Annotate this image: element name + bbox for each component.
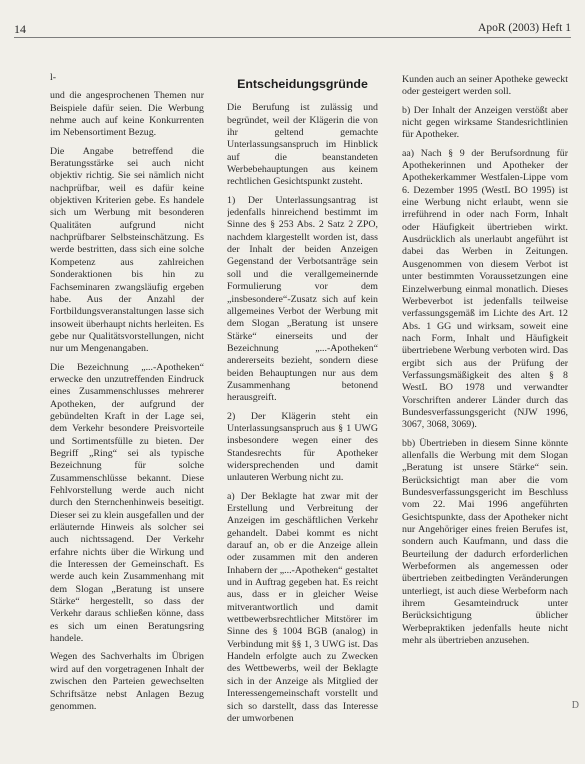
- body-paragraph: Die Bezeichnung „...-Apotheken“ erwecke den unzutreffenden Eindruck eines Zusammenschlusses mehrerer Apotheken, der aufgrund der gebündelten Kraft in der Lage sei, dem Verkehr besondere Preisvorteile und Sortimentsfülle zu bieten. Der Begriff „Ring“ sei als typische Bezeichnung für solche Zusammenschlüsse bekannt. Diese Fehlvorstellung werde auch nicht durch den Sternchenhinweis beseitigt. Dieser sei zu klein ausgefallen und der erläuternde Hinweis als solcher sei auch nichtssagend. Der Verkehr erfahre nichts über die Wirkung und die Interessen der Gemeinschaft. Es werde auch kein Zusammenhang mit dem Slogan „Beratung ist unsere Stärke“ hergestellt, so dass der Verkehr daraus schließen könne, dass es sich um einen Beratungsring handele.: [50, 361, 204, 645]
- journal-reference: ApoR (2003) Heft 1: [478, 22, 571, 34]
- body-paragraph: bb) Übertrieben in diesem Sinne könnte allenfalls die Werbung mit dem Slogan „Beratung ist unsere Stärke“ sein. Berücksichtigt man aber die vom Bundesverfassungsgericht im Beschluss vom 22. Mai 1996 angeführten Gesichtspunkte, dass der Apotheker nicht nur Angehöriger eines freien Berufes ist, sondern auch Kaufmann, und dass die Beurteilung der dadurch erforderlichen Werbeformen als angemessen oder übertrieben zeitbedingten Veränderungen unterliegt, ist auch diese Werbeform nach ihrem Gesamteindruck unter Berücksichtigung üblicher Werbepraktiken jedenfalls heute nicht mehr als übertrieben anzusehen.: [402, 437, 568, 647]
- edge-mark: D: [571, 700, 579, 711]
- body-paragraph: 1) Der Unterlassungsantrag ist jedenfalls hinreichend bestimmt im Sinne des § 253 Abs. 2 Satz 2 ZPO, nachdem klargestellt worden ist, dass der Inhalt der beiden Anzeigen Gegenstand der Verbotsanträge sein soll und die verallgemeinernde Formulierung vor dem „insbesondere“-Zusatz sich auf kein allgemeines Verbot der Werbung mit dem Slogan „Beratung ist unsere Stärke“ einerseits und der Bezeichnung „...-Apotheken“ andererseits bezieht, sondern diese beiden Behauptungen nur aus dem Zusammenhang betonend herausgreift.: [227, 194, 378, 404]
- text-column-left: [50, 72, 204, 719]
- body-paragraph: Die Berufung ist zulässig und begründet, weil der Klägerin die von ihr geltend gemachte Unterlassungsanspruch im Hinblick auf die beanstandeten Werbebehauptungen aus keinem rechtlichen Gesichtspunkt zusteht.: [227, 102, 378, 188]
- body-paragraph: Kunden auch an seiner Apotheke geweckt oder gesteigert werden soll.: [402, 74, 568, 98]
- text-column-middle: [227, 72, 378, 731]
- body-paragraph: Die Angabe betreffend die Beratungsstärke sei auch nicht objektiv richtig. Sie sei nämlich nicht nachprüfbar, weil es dafür keine objektiven Kriterien gebe. Es handele sich um Werbung mit besonderen Qualitäten aufgrund nicht nachprüfbarer Selbsteinschätzung. Es werde bestritten, dass sich eine solche Kompetenz aus zahlreichen Sonderaktionen bis hin zu Fachseminaren zwangsläufig ergeben habe. Aus der Anzahl der Fortbildungsveranstaltungen lasse sich insoweit überhaupt nichts herleiten. Es gebe nur Qualitätsvorstellungen, nicht nur um Mengenangaben.: [50, 145, 204, 355]
- body-paragraph: l-: [50, 72, 57, 83]
- page-number: 14: [14, 22, 26, 36]
- body-paragraph: und die angesprochenen Themen nur Beispiele dafür seien. Die Werbung nehme auch auf keine Konkurrenten im Nebensortiment Bezug.: [50, 90, 204, 139]
- text-column-right: [402, 74, 568, 653]
- section-heading: Entscheidungsgründe: [237, 77, 368, 91]
- body-paragraph: b) Der Inhalt der Anzeigen verstößt aber nicht gegen wirksame Standesrichtlinien für Apotheker.: [402, 104, 568, 141]
- running-header: [14, 22, 571, 38]
- body-paragraph: aa) Nach § 9 der Berufsordnung für Apothekerinnen und Apotheker der Apothekerkammer Westfalen-Lippe vom 6. Dezember 1995 (WestL BO 1995) ist eine Werbung nicht erlaubt, wenn sie irreführend in oder nach Form, Inhalt oder Häufigkeit übertrieben wirkt. Ausdrücklich als unerlaubt angeführt ist dabei das Werben in Zeitungen. Ausgenommen von diesem Verbot ist unter bestimmten Voraussetzungen eine Einzelwerbung einmal monatlich. Dieses Werbeverbot ist jedenfalls teilweise verfassungsgemäß im Lichte des Art. 12 Abs. 1 GG und wirksam, soweit eine nach Form, Inhalt und Häufigkeit übertriebene Werbung verboten wird. Das ergibt sich aus der Prüfung der Verfassungsmäßigkeit des alten § 8 WestL BO 1978 und verwandter Vorschriften anderer Länder durch das Bundesverfassungsgericht (NJW 1996, 3067, 3068, 3069).: [402, 147, 568, 431]
- header-rule: [14, 37, 571, 38]
- body-paragraph: a) Der Beklagte hat zwar mit der Erstellung und Verbreitung der Anzeigen im geschäftlichen Verkehr gehandelt. Dabei kommt es nicht darauf an, ob er die Anzeige allein oder zusammen mit den anderen Inhabern der „...-Apotheken“ gestaltet und in Auftrag gegeben hat. Es reicht aus, dass er in gleicher Weise mitverantwortlich und damit wettbewerbsrechtlicher Mitstörer im Sinne des § 1004 BGB (analog) in Verbindung mit §§ 1, 3 UWG ist. Das Handeln erfolgte auch zu Zwecken des Wettbewerbs, weil der Beklagte sich in der Anzeige als Mitglied der Interessengemeinschaft vorstellt und sich so darstellt, dass das Interesse der umworbenen: [227, 490, 378, 724]
- body-paragraph: 2) Der Klägerin steht ein Unterlassungsanspruch aus § 1 UWG insbesondere wegen einer des Standesrechts für Apotheker widersprechenden und damit unlauteren Werbung nicht zu.: [227, 410, 378, 484]
- body-paragraph: Wegen des Sachverhalts im Übrigen wird auf den vorgetragenen Inhalt der zwischen den Parteien gewechselten Schriftsätze nebst Anlagen Bezug genommen.: [50, 651, 204, 712]
